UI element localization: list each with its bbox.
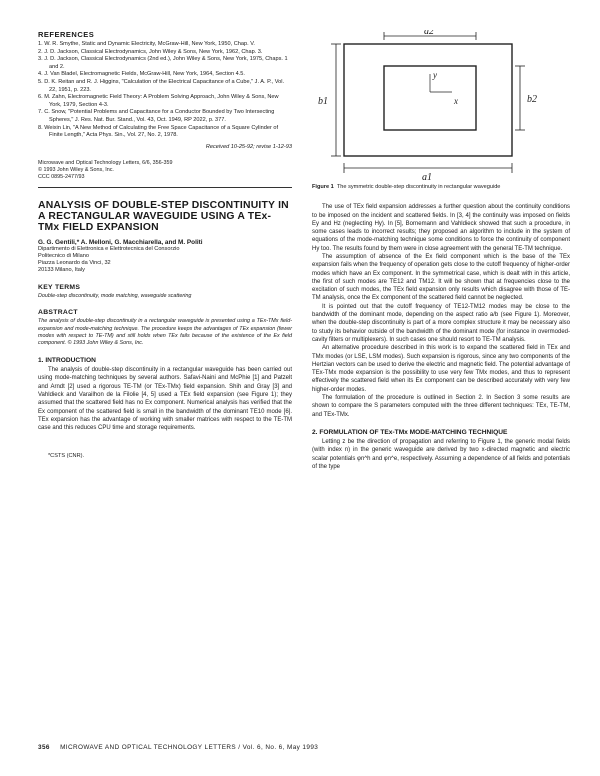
left-column <box>38 30 292 459</box>
pubinfo-line: CCC 0895-2477/93 <box>38 173 85 180</box>
references-heading: REFERENCES <box>38 30 95 39</box>
body-paragraph: It is pointed out that the cutoff frequency of TE12-TM12 modes may be close to the bandwidth of the dominant mode, depending on the aspect ratio a/b (see Figure 1). Moreover, when the double-step discontinuity is part of a more complex structure it may be necessary also to study its behavior outside of the bandwidth of the dominant mode (for instance in overmoded-cavity filters or multiplexers). In such cases one should resort to TE-TM analysis. <box>312 303 570 343</box>
reference-item: 2. J. D. Jackson, Classical Electrodynamics, John Wiley & Sons, New York, 1962, Chap. 3. <box>38 48 263 55</box>
y-label: y <box>433 70 437 80</box>
reference-item: 1. W. R. Smythe, Static and Dynamic Electricity, McGraw-Hill, New York, 1950, Chap. V. <box>38 41 255 47</box>
intro-text: The analysis of double-step discontinuity in a rectangular waveguide has been carried out using mode-matching techniques by several authors. Safavi-Naini and McPhie [1] and Patzelt and Arndt [2] used a rigorous TE-TM (or TEx-TMx) field expansion. Shih and Gray [3] and Vahldieck and Varailhon de la Filolie [4, 5] used a TEx field expansion (see Figure 1); they assumed that the scattered field has no Ex component. Numerical analysis has verified that the Ex component of the scattered field is small in the bandwidth of the dominant TE10 mode [6]. TEx expansion has the advantage of working with smaller matrices with respect to the TE-TM case and this reduces CPU time and storage requirements. <box>38 367 292 432</box>
footnote: *CSTS (CNR). <box>48 452 85 459</box>
page-footer <box>38 744 570 751</box>
page-number: 356 <box>38 744 50 751</box>
figure-caption <box>312 184 570 191</box>
pubinfo-line: © 1993 John Wiley & Sons, Inc. <box>38 166 114 173</box>
pubinfo-line: Microwave and Optical Technology Letters, 6/6, 356-359 <box>38 159 173 166</box>
author-affiliation <box>38 246 292 274</box>
affiliation-line: Dipartimento di Elettronica e Elettrotecnica del Consorzio <box>38 246 180 253</box>
article-title: ANALYSIS OF DOUBLE-STEP DISCONTINUITY IN A RECTANGULAR WAVEGUIDE USING A TEx-TMx FIELD EXPANSION <box>38 199 289 234</box>
figure-caption-text: The symmetric double-step discontinuity in rectangular waveguide <box>336 184 501 190</box>
x-label: x <box>454 96 458 106</box>
affiliation-line: Politecnico di Milano <box>38 253 89 260</box>
reference-item: 7. C. Snow, "Potential Problems and Capacitance for a Conductor Bounded by Two Intersecting Spheres," J. Res. Nat. Bur. Stand., Vol. 43, Oct. 1949, RP 2022, p. 377. <box>38 109 275 123</box>
intro-heading: 1. INTRODUCTION <box>38 357 96 365</box>
body-paragraph: An alternative procedure described in this work is to expand the scattered field in TEx and TMx modes (or LSE, LSM modes). Such expansion is rigorous, since any two components of the Hertzian vectors can be used to derive the electric and magnetic field. The potential advantage of TEx-TMx mode expansion is the possibility to use very few TMx modes, and thus to represent effectively the scattered field when its Ex component can be described accurately with very few higher-order modes. <box>312 345 570 393</box>
key-terms: Double-step discontinuity, mode matching, waveguide scattering <box>38 293 192 300</box>
key-terms-heading: KEY TERMS <box>38 284 81 292</box>
publication-info <box>38 160 292 181</box>
reference-item: 8. Weixin Lin, "A New Method of Calculating the Free Space Capacitance of a Square Cylinder of Finite Length," Acta Phys. Sin., Vol. 27, No. 2, 1978. <box>38 124 279 139</box>
section-2-text: Letting z be the direction of propagation and referring to Figure 1, the generic modal fields (with index n) in the generic waveguide are derived by two x-directed magnetic and electric scalar potentials φn^h and φn^e, respectively. Assuming a dependence of all fields and potentials of the type <box>312 438 570 470</box>
a2-label: a2 <box>424 30 434 37</box>
reference-item: 6. M. Zahn, Electromagnetic Field Theory: A Problem Solving Approach, John Wiley & Sons, New York, 1979, Section 4-3. <box>38 94 279 108</box>
section-divider <box>38 187 292 188</box>
article-authors: G. G. Gentili,* A. Melloni, G. Macchiarella, and M. Politi <box>38 239 203 247</box>
b2-label: b2 <box>527 94 537 105</box>
affiliation-line: 20133 Milano, Italy <box>38 267 85 274</box>
reference-item: 3. J. D. Jackson, Classical Electrodynamics (2nd ed.), John Wiley & Sons, New York, 1975, Chaps. 1 and 2. <box>38 56 288 70</box>
body-paragraph: The assumption of absence of the Ex field component which is the base of the TEx expansion fails when the frequency of operation gets close to the cutoff frequency of higher-order modes which have an Ex component. In the symmetrical case, which is dealt with in this article, the first of such modes are TE12 and TM12. It will be shown that at frequencies close to the excitation of such modes, the TEx field expansion only results which disagree with those of TE-TM analysis, once the Ex component of the scattered field cannot be neglected. <box>312 253 570 302</box>
right-column <box>312 30 570 471</box>
waveguide-diagram <box>312 30 570 180</box>
abstract-text: The analysis of double-step discontinuity in a rectangular waveguide is presented using a TEx-TMx field-expansion and mode-matching technique. The procedure keeps the advantages of TEx expansion (fewer modes with respect to TE-TM) and still holds when TEx fails because of the existence of the Ex field component. © 1993 John Wiley & Sons, Inc. <box>38 318 292 346</box>
a1-label: a1 <box>422 172 432 180</box>
body-paragraph: The formulation of the procedure is outlined in Section 2. In Section 3 some results are shown to compare the S parameters computed with the three different techniques: TEx, TE-TM, and TEx-TMx. <box>312 395 570 418</box>
abstract-heading: ABSTRACT <box>38 309 78 317</box>
body-paragraph: The use of TEx field expansion addresses a further question about the continuity conditions to be imposed on the incident and scattered fields. In [3, 4] the continuity was imposed on fields Ey and Hz (neglecting Hy). In [5], Bornemann and Vahldieck showed that such a procedure, in some cases leads to incorrect results; they proposed an algorithm to include in the system of equations of the mode-matching technique some conditions to force the continuity of component Hy too. The results found by them were in close agreement with the general TE-TM technique. <box>312 204 570 252</box>
figure-caption-label: Figure 1 <box>312 184 334 190</box>
references-list <box>38 41 292 140</box>
figure-1 <box>312 30 570 180</box>
outer-waveguide-rect <box>344 44 512 156</box>
b1-label: b1 <box>318 96 328 107</box>
reference-item: 4. J. Van Bladel, Electromagnetic Fields, McGraw-Hill, New York, 1964, Section 4.5. <box>38 71 245 78</box>
affiliation-line: Piazza Leonardo da Vinci, 32 <box>38 260 111 267</box>
reference-item: 5. D. K. Reitan and R. J. Higgins, "Calculation of the Electrical Capacitance of a Cube," J. A. P., Vol. 22, 1951, p. 223. <box>38 78 285 93</box>
received-date: Received 10-25-92; revise 1-12-93 <box>205 143 292 150</box>
section-2-heading: 2. FORMULATION OF TEx-TMx MODE-MATCHING TECHNIQUE <box>312 428 508 436</box>
journal-footer: MICROWAVE AND OPTICAL TECHNOLOGY LETTERS / Vol. 6, No. 6, May 1993 <box>60 744 319 751</box>
